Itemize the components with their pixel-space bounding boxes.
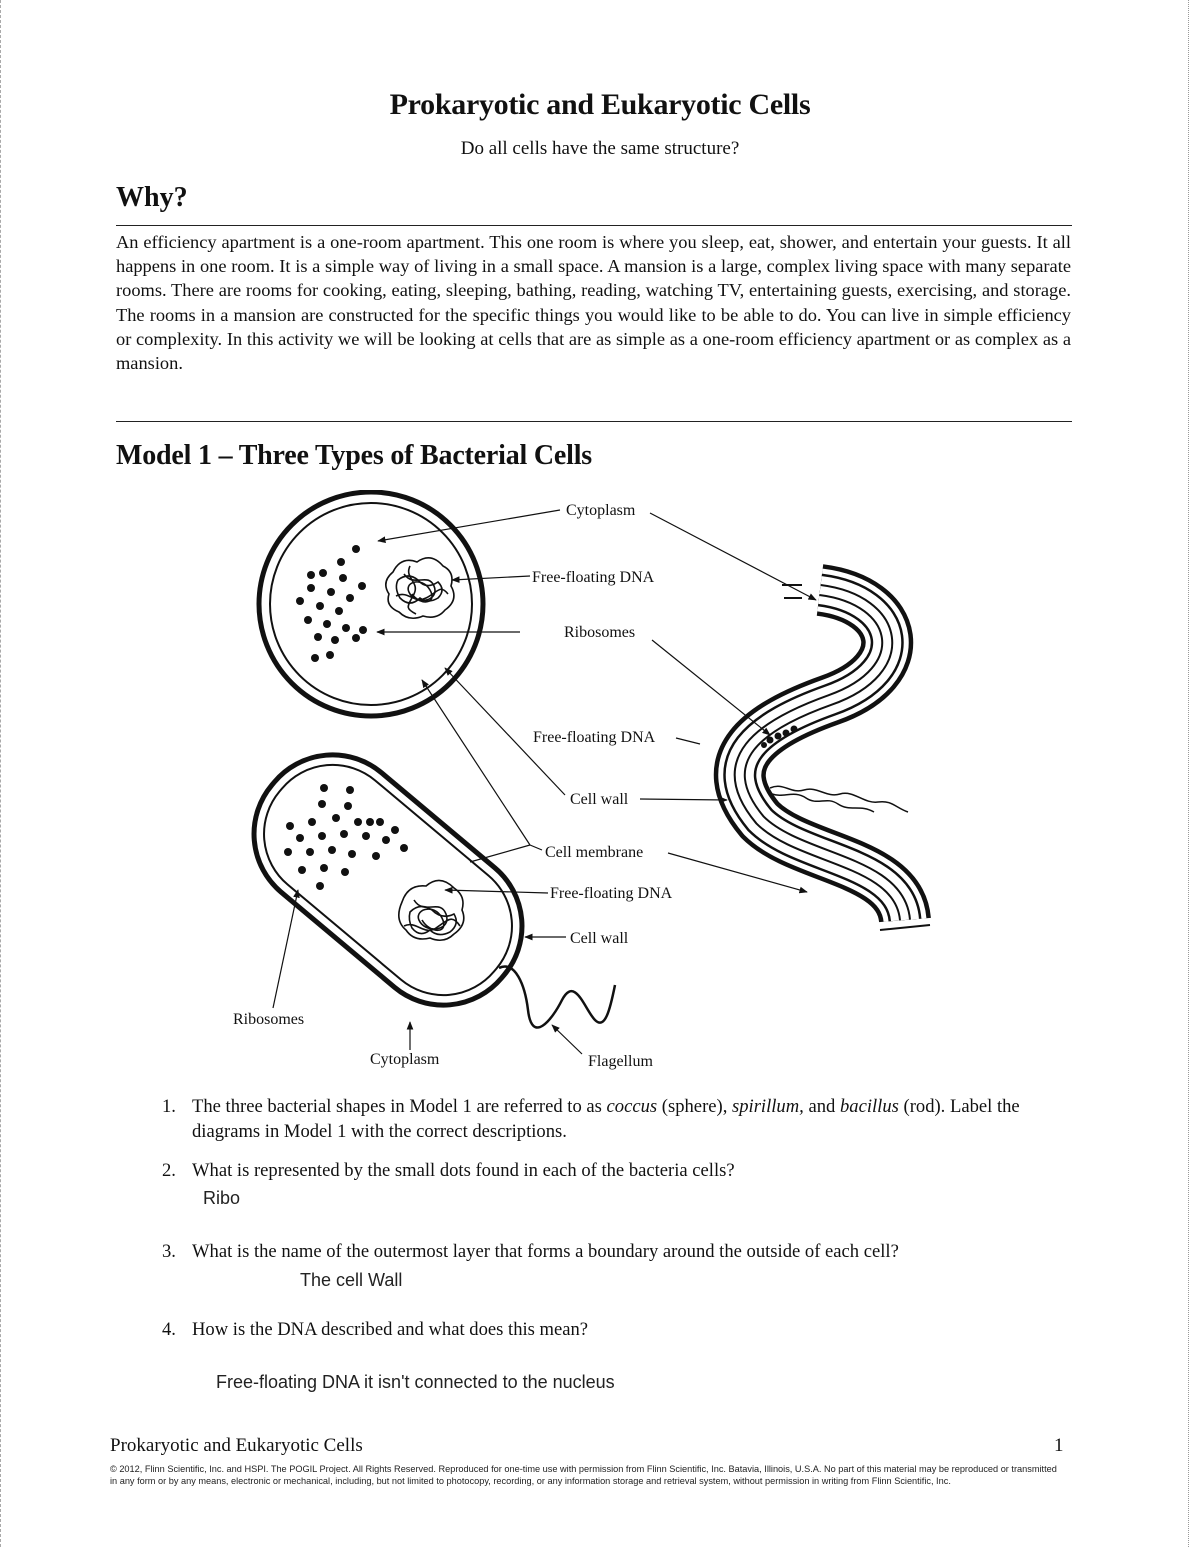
why-paragraph: An efficiency apartment is a one-room apartment. This one room is where you sleep, eat, shower, and entertain your guests. It all happens in one room. It is a simple way of living in a small space. A mansion is a large, complex living space with many separate rooms. There are rooms for cooking, eating, sleeping, bathing, reading, watching TV, entertaining guests, exercising, and storage. The rooms in a mansion are constructed for the specific things you would like to be able to do. You can live in simple efficiency or complexity. In this activity we will be looking at cells that are as simple as a one-room efficiency apartment or as complex as a mansion. bbox=[116, 232, 1071, 374]
bacillus-cell bbox=[223, 724, 615, 1036]
label-cell-wall-rod: Cell wall bbox=[570, 930, 629, 947]
label-ribosomes-rod: Ribosomes bbox=[233, 1011, 305, 1028]
term-spirillum: spirillum, bbox=[732, 1096, 804, 1117]
copyright-notice: © 2012, Flinn Scientific, Inc. and HSPI. The POGIL Project. All Rights Reserved. Reproduced for one-time use with permission from Flinn Scientific, Inc. Batavia, Illinois, U.S.A. No part of this material may be reproduced or transmitted in any form or by any means, electronic or mechanical, including, but not limited to photocopy, recording, or any information storage and retrieval system, without permission in writing from Flinn Scientific, Inc. bbox=[110, 1464, 1057, 1486]
spirillum-dna bbox=[770, 786, 908, 812]
why-top-rule bbox=[116, 225, 1072, 226]
left-scan-edge bbox=[0, 0, 3, 1547]
footer-title: Prokaryotic and Eukaryotic Cells bbox=[110, 1435, 363, 1456]
term-bacillus: bacillus bbox=[839, 1096, 899, 1117]
label-dna-spiral: Free-floating DNA bbox=[533, 729, 656, 746]
why-bottom-rule bbox=[116, 421, 1072, 422]
coccus-dna bbox=[386, 558, 454, 618]
spirillum-cell bbox=[740, 585, 930, 930]
model-heading: Model 1 – Three Types of Bacterial Cells bbox=[116, 440, 592, 471]
why-heading: Why? bbox=[116, 182, 188, 213]
label-dna-top: Free-floating DNA bbox=[532, 569, 655, 586]
label-cytoplasm-rod: Cytoplasm bbox=[370, 1051, 440, 1068]
label-ribosomes-top: Ribosomes bbox=[564, 624, 636, 641]
coccus-cell bbox=[259, 492, 483, 716]
flagellum bbox=[499, 966, 615, 1027]
question-2: 2. What is represented by the small dots found in each of the bacteria cells? bbox=[162, 1160, 735, 1181]
label-cell-wall-mid: Cell wall bbox=[570, 791, 629, 808]
label-cell-membrane: Cell membrane bbox=[545, 844, 644, 861]
answer-4[interactable]: Free-floating DNA it isn't connected to the nucleus bbox=[216, 1372, 615, 1392]
term-coccus: coccus bbox=[606, 1096, 658, 1117]
page-title: Prokaryotic and Eukaryotic Cells bbox=[389, 88, 811, 121]
label-cytoplasm-top: Cytoplasm bbox=[566, 502, 636, 519]
answer-2[interactable]: Ribo bbox=[203, 1188, 241, 1208]
question-4: 4. How is the DNA described and what does this mean? bbox=[162, 1319, 589, 1340]
label-dna-rod: Free-floating DNA bbox=[550, 885, 673, 902]
right-scan-edge bbox=[1188, 0, 1191, 1547]
question-3: 3. What is the name of the outermost layer that forms a boundary around the outside of each cell? bbox=[162, 1241, 899, 1262]
page-number: 1 bbox=[1054, 1435, 1064, 1456]
bacteria-diagram bbox=[0, 490, 1200, 1080]
question-1: 1. The three bacterial shapes in Model 1 are referred to as coccus (sphere), spirillum, and bacillus (rod). Label the diagrams in Model 1 with the correct descriptions. bbox=[162, 1096, 1020, 1142]
bacillus-dna bbox=[399, 880, 464, 940]
answer-3[interactable]: The cell Wall bbox=[300, 1270, 403, 1290]
page-subtitle: Do all cells have the same structure? bbox=[460, 138, 740, 159]
coccus-ribosomes bbox=[296, 545, 367, 662]
bacillus-ribosomes bbox=[284, 784, 408, 890]
label-flagellum: Flagellum bbox=[588, 1053, 653, 1070]
